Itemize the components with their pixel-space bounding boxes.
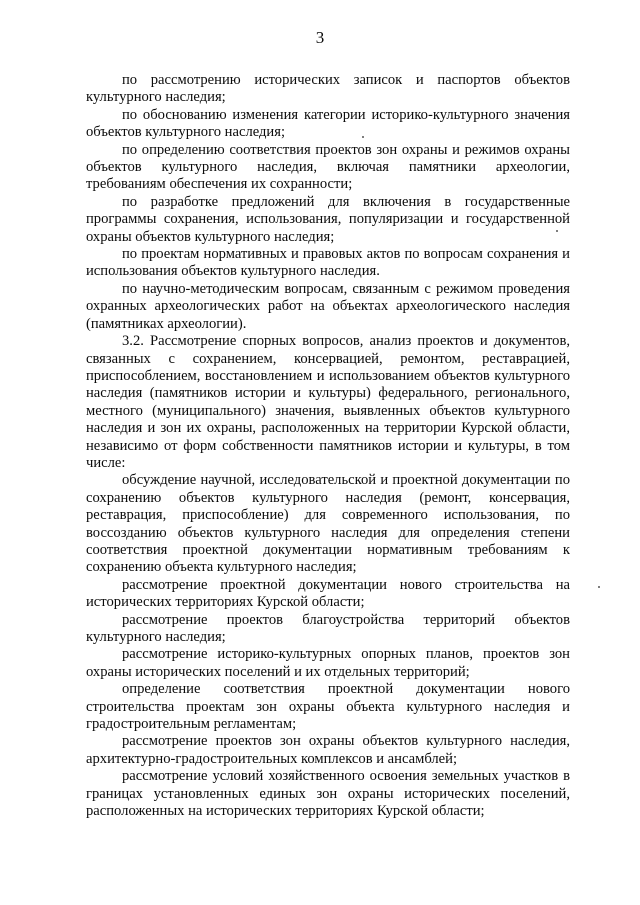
paragraph: по определению соответствия проектов зон охраны и режимов охраны объектов культурного наследия, включая памятники археологии, требованиям обеспечения их сохранности; [86,141,570,193]
paragraph: рассмотрение историко-культурных опорных планов, проектов зон охраны исторических поселений и их отдельных территорий; [86,646,570,680]
scan-speck [556,230,558,232]
paragraph: рассмотрение проектной документации нового строительства на исторических территориях Курской области; [86,576,570,611]
paragraph: по обоснованию изменения категории историко-культурного значения объектов культурного наследия; [86,106,570,141]
section-paragraph-3-2: 3.2. Рассмотрение спорных вопросов, анализ проектов и документов, связанных с сохранением, консервацией, ремонтом, реставрацией, приспособлением, восстановлением и использованием объектов культурного наследия (памятников истории и культуры) федерального, регионального, местного (муниципального) значения, выявленных объектов культурного наследия и зон их охраны, расположенных на территории Курской области, независимо от форм собственности памятников истории и культуры, в том числе: [86,333,570,471]
document-body [86,72,570,820]
scan-speck [362,136,364,138]
paragraph: рассмотрение проектов благоустройства территорий объектов культурного наследия; [86,611,570,645]
paragraph: по разработке предложений для включения в государственные программы сохранения, использования, популяризации и государственной охраны объектов культурного наследия; [86,193,570,245]
paragraph: обсуждение научной, исследовательской и проектной документации по сохранению объектов культурного наследия (ремонт, консервация, реставрация, приспособление) для современного использования, по воссозданию объектов культурного наследия для определения степени соответствия проектной документации нормативным требованиям к сохранению объекта культурного наследия; [86,472,570,576]
page-number: 3 [315,28,325,47]
paragraph: рассмотрение проектов зон охраны объектов культурного наследия, архитектурно-градостроительных комплексов и ансамблей; [86,733,570,767]
paragraph: по научно-методическим вопросам, связанным с режимом проведения охранных археологических работ на объектах археологического наследия (памятниках археологии). [86,280,570,332]
paragraph: по проектам нормативных и правовых актов по вопросам сохранения и использования объектов культурного наследия. [86,246,570,280]
scan-speck [598,586,600,588]
paragraph: по рассмотрению исторических записок и паспортов объектов культурного наследия; [86,72,570,106]
paragraph: определение соответствия проектной документации нового строительства проектам зон охраны объекта культурного наследия и градостроительным регламентам; [86,681,570,733]
paragraph: рассмотрение условий хозяйственного освоения земельных участков в границах установленных единых зон охраны исторических поселений, расположенных на исторических территориях Курской области; [86,768,570,820]
